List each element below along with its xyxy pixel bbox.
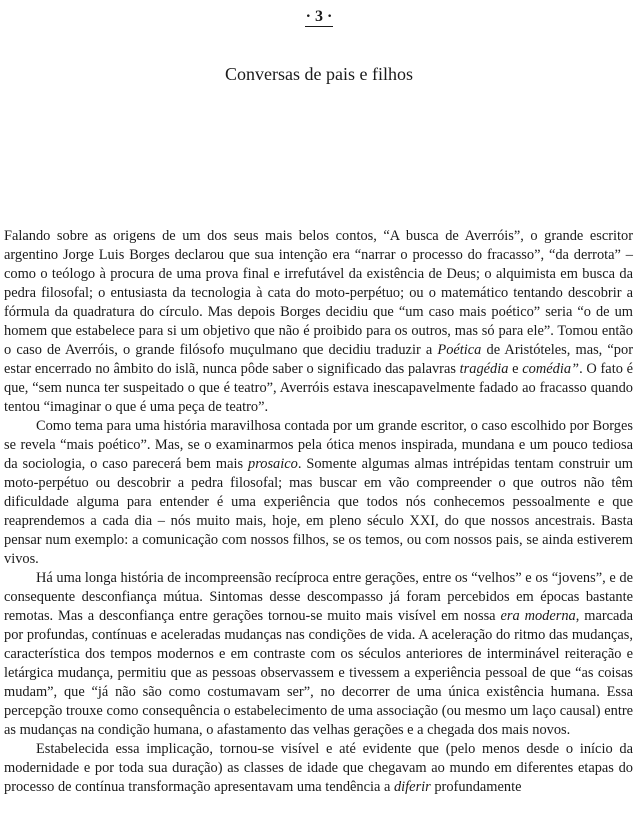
text-segment: de Aristóteles, mas, “por estar encerrado no âmbito do islã, nunca pôde saber o significado das palavras xyxy=(4,342,633,377)
text-segment: . O fato é que, “sem nunca ter suspeitado o que é teatro”, Averróis estava inescapavelmente fadado ao fracasso quando tentou “imaginar o que é uma peça de teatro”. xyxy=(4,361,634,415)
chapter-number xyxy=(0,8,638,26)
book-title-italic: Poética xyxy=(437,342,482,358)
chapter-body xyxy=(4,227,633,797)
word-italic: comédia” xyxy=(522,361,580,377)
text-segment: Como tema para uma história maravilhosa contada por um grande escritor, o caso escolhido por Borges se revela “mais poético”. Mas, se o examinarmos pela ótica menos inspirada, mundana e um pouco tediosa da sociologia, o caso parecerá bem mais xyxy=(4,418,633,472)
text-segment: profundamente xyxy=(430,779,522,795)
chapter-number-text: · 3 · xyxy=(305,8,333,25)
word-italic: tragédia xyxy=(459,361,509,377)
text-segment: Há uma longa história de incompreensão recíproca entre gerações, entre os “velhos” e os “jovens”, e de consequente desconfiança mútua. Sintomas desse descompasso já foram percebidos em épocas bastante remotas. Mas a desconfiança entre gerações tornou-se muito mais visível em nossa xyxy=(4,570,633,624)
text-segment: e xyxy=(508,361,523,377)
text-segment: , marcada por profundas, contínuas e aceleradas mudanças nas condições de vida. A aceleração do ritmo das mudanças, característica dos tempos modernos e em contraste com os séculos anteriores de interminável reiteração e letárgica mudança, permitiu que as pessoas observassem e tivessem a experiência pessoal de que “as coisas mudam”, que “já não são como costumavam ser”, no decorrer de uma única existência humana. Essa percepção trouxe como consequência o estabelecimento de uma associação (ou mesmo um laço causal) entre as mudanças na condição humana, o afastamento das velhas gerações e a chegada dos mais novos. xyxy=(4,608,633,738)
paragraph-3 xyxy=(4,569,633,740)
text-segment: . Somente algumas almas intrépidas tentam construir um moto-perpétuo ou descobrir a pedra filosofal; mas buscar em vão compreender o que outros não têm dificuldade alguma para entender é uma experiência que todos nós conhecemos pessoalmente e que reaprendemos a cada dia – nós muito mais, hoje, em pleno século XXI, do que nossos ancestrais. Basta pensar num exemplo: a comunicação com nossos filhos, se os temos, ou com nossos pais, se ainda estiverem vivos. xyxy=(4,456,633,567)
text-segment: Estabelecida essa implicação, tornou-se visível e até evidente que (pelo menos desde o início da modernidade e por toda sua duração) as classes de idade que chegavam ao mundo em diferentes etapas do processo de contínua transformação apresentavam uma tendência a xyxy=(4,741,633,795)
paragraph-2 xyxy=(4,417,633,569)
word-italic: prosaico xyxy=(248,456,298,472)
paragraph-1 xyxy=(4,227,633,417)
text-segment: Falando sobre as origens de um dos seus mais belos contos, “A busca de Averróis”, o grande escritor argentino Jorge Luis Borges declarou que sua intenção era “narrar o processo do fracasso”, “da derrota” – como o teólogo à procura de uma prova final e irrefutável da existência de Deus; o alquimista em busca da pedra filosofal; o entusiasta da tecnologia à cata do moto-perpétuo; ou o matemático tentando descobrir a fórmula da quadratura do círculo. Mas depois Borges decidiu que “um caso mais poético” seria “o de um homem que estabelece para si um objetivo que não é proibido para os outros, mas só para ele”. Tomou então o caso de Averróis, o grande filósofo muçulmano que decidiu traduzir a xyxy=(4,228,633,358)
phrase-italic: era moderna xyxy=(500,608,576,624)
word-italic: diferir xyxy=(393,779,431,795)
chapter-title: Conversas de pais e filhos xyxy=(225,64,413,84)
paragraph-4 xyxy=(4,740,633,797)
